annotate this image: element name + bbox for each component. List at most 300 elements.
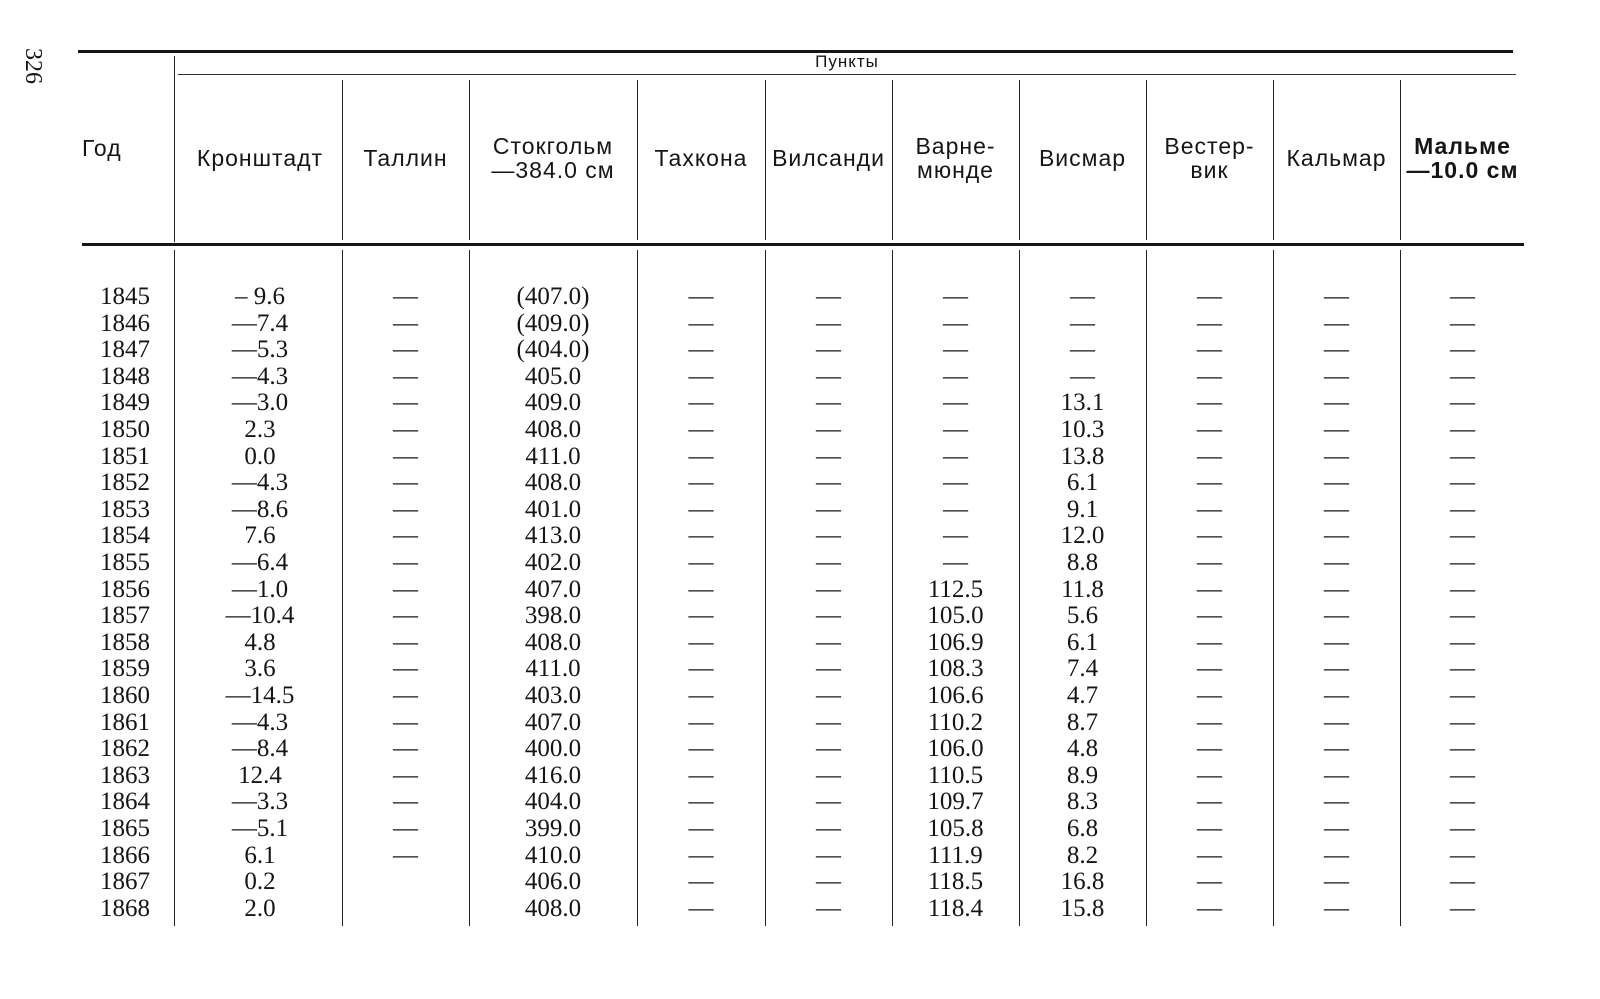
- year-cell: 1866: [100, 841, 150, 869]
- table-row: [0, 416, 1600, 443]
- malmo-cell: —: [1450, 522, 1475, 550]
- vastervik-cell: —: [1197, 309, 1222, 337]
- warnemunde-cell: —: [943, 362, 968, 390]
- tallin-cell: —: [393, 682, 418, 709]
- header-takhkona: Тахкона: [654, 145, 748, 171]
- wismar-cell: 10.3: [1060, 416, 1105, 443]
- malmo-cell: —: [1450, 841, 1475, 869]
- kronstadt-cell: —7.4: [231, 309, 289, 337]
- malmo-cell: —: [1450, 575, 1475, 603]
- malmo-cell: —: [1450, 628, 1475, 656]
- vastervik-cell: —: [1197, 735, 1222, 763]
- year-cell: 1852: [100, 469, 150, 497]
- header-stockholm: Стокгольм —384.0 см: [491, 133, 615, 183]
- stockholm-cell: 408.0: [524, 628, 582, 656]
- kalmar-cell: —: [1324, 735, 1349, 763]
- takhkona-cell: —: [688, 815, 714, 842]
- stockholm-cell: 406.0: [524, 868, 582, 896]
- kronstadt-cell: 7.6: [244, 522, 276, 550]
- table-row: [0, 283, 1600, 310]
- malmo-cell: —: [1450, 868, 1475, 896]
- warnemunde-cell: 106.0: [927, 735, 984, 763]
- takhkona-cell: —: [688, 788, 714, 816]
- stockholm-cell: 407.0: [524, 575, 582, 603]
- kalmar-cell: —: [1324, 761, 1349, 789]
- malmo-cell: —: [1450, 336, 1475, 364]
- table-row: [0, 735, 1600, 762]
- takhkona-cell: —: [688, 894, 714, 922]
- warnemunde-cell: —: [943, 309, 968, 337]
- kalmar-cell: —: [1324, 389, 1349, 417]
- group-header: Пункты: [815, 52, 879, 71]
- tallin-cell: —: [393, 442, 418, 470]
- takhkona-cell: —: [688, 362, 714, 390]
- kronstadt-cell: —3.3: [231, 788, 289, 816]
- takhkona-cell: —: [688, 416, 714, 443]
- vilsandi-cell: —: [816, 442, 841, 470]
- table-row: [0, 576, 1600, 603]
- vilsandi-cell: —: [816, 575, 841, 603]
- warnemunde-cell: —: [943, 336, 968, 364]
- header-column-divider: [1019, 80, 1020, 240]
- vastervik-cell: —: [1197, 708, 1222, 736]
- tallin-cell: —: [393, 708, 418, 736]
- year-cell: 1856: [100, 575, 150, 603]
- wismar-cell: 6.1: [1066, 628, 1099, 656]
- table-row: [0, 363, 1600, 390]
- malmo-cell: —: [1450, 708, 1475, 736]
- warnemunde-cell: —: [943, 442, 968, 470]
- table-row: [0, 655, 1600, 682]
- year-cell: 1851: [100, 442, 150, 470]
- malmo-cell: —: [1450, 735, 1475, 763]
- kronstadt-cell: —14.5: [225, 682, 295, 709]
- year-cell: 1857: [100, 602, 150, 630]
- year-cell: 1849: [100, 389, 150, 417]
- tallin-cell: —: [393, 416, 418, 443]
- stockholm-cell: 416.0: [524, 761, 582, 789]
- kalmar-cell: —: [1324, 495, 1349, 523]
- malmo-cell: —: [1450, 655, 1475, 683]
- vilsandi-cell: —: [816, 336, 841, 364]
- vilsandi-cell: —: [816, 761, 841, 789]
- kalmar-cell: —: [1324, 655, 1349, 683]
- tallin-cell: —: [393, 469, 418, 497]
- vilsandi-cell: —: [816, 283, 841, 310]
- wismar-cell: 15.8: [1060, 894, 1105, 922]
- warnemunde-cell: —: [943, 469, 968, 497]
- year-cell: 1867: [100, 868, 150, 896]
- kalmar-cell: —: [1324, 894, 1349, 922]
- kalmar-cell: —: [1324, 416, 1349, 443]
- vilsandi-cell: —: [816, 309, 841, 337]
- header-rule: [82, 243, 1524, 246]
- year-cell: 1868: [100, 894, 150, 922]
- stockholm-cell: (409.0): [516, 309, 590, 337]
- takhkona-cell: —: [688, 495, 714, 523]
- kalmar-cell: —: [1324, 283, 1349, 310]
- group-rule: [178, 74, 1516, 75]
- stockholm-cell: 410.0: [524, 841, 582, 869]
- tallin-cell: —: [393, 362, 418, 390]
- kronstadt-cell: —5.1: [231, 815, 289, 842]
- kalmar-cell: —: [1324, 336, 1349, 364]
- vilsandi-cell: —: [816, 469, 841, 497]
- wismar-cell: 6.1: [1066, 469, 1099, 497]
- header-column-divider: [1146, 80, 1147, 240]
- kronstadt-cell: —8.4: [231, 735, 289, 763]
- kronstadt-cell: —6.4: [231, 549, 289, 576]
- wismar-cell: 8.9: [1066, 761, 1099, 789]
- header-vastervik: Вестер- вик: [1164, 133, 1255, 183]
- vastervik-cell: —: [1197, 815, 1222, 842]
- stockholm-cell: (407.0): [516, 283, 590, 310]
- wismar-cell: 8.3: [1066, 788, 1099, 816]
- kronstadt-cell: —10.4: [225, 602, 295, 630]
- year-cell: 1845: [100, 283, 150, 310]
- header-column-divider: [174, 56, 175, 242]
- kronstadt-cell: 0.2: [244, 868, 276, 896]
- kalmar-cell: —: [1324, 708, 1349, 736]
- year-cell: 1855: [100, 549, 150, 576]
- vastervik-cell: —: [1197, 549, 1222, 576]
- takhkona-cell: —: [688, 283, 714, 310]
- header-column-divider: [765, 80, 766, 240]
- takhkona-cell: —: [688, 708, 714, 736]
- kronstadt-cell: 6.1: [244, 841, 276, 869]
- kronstadt-cell: 4.8: [244, 628, 276, 656]
- takhkona-cell: —: [688, 336, 714, 364]
- vastervik-cell: —: [1197, 575, 1222, 603]
- year-cell: 1853: [100, 495, 150, 523]
- takhkona-cell: —: [688, 841, 714, 869]
- vastervik-cell: —: [1197, 336, 1222, 364]
- tallin-cell: —: [393, 549, 418, 576]
- vilsandi-cell: —: [816, 549, 841, 576]
- kronstadt-cell: 2.3: [244, 416, 276, 443]
- tallin-cell: —: [393, 735, 418, 763]
- vilsandi-cell: —: [816, 389, 841, 417]
- wismar-cell: 6.8: [1066, 815, 1099, 842]
- tallin-cell: —: [393, 655, 418, 683]
- warnemunde-cell: —: [943, 522, 968, 550]
- wismar-cell: 8.8: [1066, 549, 1099, 576]
- vastervik-cell: —: [1197, 389, 1222, 417]
- kronstadt-cell: – 9.6: [235, 283, 285, 310]
- kalmar-cell: —: [1324, 602, 1349, 630]
- header-column-divider: [892, 80, 893, 240]
- malmo-cell: —: [1450, 815, 1475, 842]
- malmo-cell: —: [1450, 389, 1475, 417]
- takhkona-cell: —: [688, 549, 714, 576]
- stockholm-cell: 407.0: [524, 708, 582, 736]
- wismar-cell: 5.6: [1066, 602, 1099, 630]
- table-row: [0, 336, 1600, 363]
- vilsandi-cell: —: [816, 841, 841, 869]
- table-row: [0, 842, 1600, 869]
- vilsandi-cell: —: [816, 708, 841, 736]
- table-row: [0, 682, 1600, 709]
- table-row: [0, 895, 1600, 922]
- kronstadt-cell: 3.6: [244, 655, 276, 683]
- vilsandi-cell: —: [816, 495, 841, 523]
- kalmar-cell: —: [1324, 682, 1349, 709]
- kalmar-cell: —: [1324, 309, 1349, 337]
- vilsandi-cell: —: [816, 735, 841, 763]
- stockholm-cell: 409.0: [524, 389, 582, 417]
- takhkona-cell: —: [688, 522, 714, 550]
- header-tallin: Таллин: [363, 145, 448, 171]
- vilsandi-cell: —: [816, 682, 841, 709]
- kronstadt-cell: —3.0: [231, 389, 289, 417]
- header-vilsandi: Вилсанди: [772, 145, 885, 171]
- malmo-cell: —: [1450, 495, 1475, 523]
- year-cell: 1850: [100, 416, 150, 443]
- stockholm-cell: 399.0: [524, 815, 582, 842]
- vastervik-cell: —: [1197, 602, 1222, 630]
- stockholm-cell: 408.0: [524, 416, 582, 443]
- year-cell: 1865: [100, 815, 150, 842]
- header-warnemunde: Варне- мюнде: [915, 133, 996, 183]
- tallin-cell: —: [393, 788, 418, 816]
- vastervik-cell: —: [1197, 788, 1222, 816]
- takhkona-cell: —: [688, 655, 714, 683]
- takhkona-cell: —: [688, 868, 714, 896]
- vastervik-cell: —: [1197, 362, 1222, 390]
- kalmar-cell: —: [1324, 469, 1349, 497]
- warnemunde-cell: 111.9: [928, 841, 983, 869]
- takhkona-cell: —: [688, 602, 714, 630]
- tallin-cell: —: [393, 389, 418, 417]
- warnemunde-cell: —: [943, 283, 968, 310]
- takhkona-cell: —: [688, 575, 714, 603]
- vilsandi-cell: —: [816, 815, 841, 842]
- wismar-cell: 11.8: [1061, 575, 1104, 603]
- tallin-cell: —: [393, 336, 418, 364]
- table-row: [0, 496, 1600, 523]
- table-row: [0, 629, 1600, 656]
- kalmar-cell: —: [1324, 841, 1349, 869]
- vastervik-cell: —: [1197, 522, 1222, 550]
- kalmar-cell: —: [1324, 628, 1349, 656]
- takhkona-cell: —: [688, 442, 714, 470]
- year-cell: 1847: [100, 336, 150, 364]
- vilsandi-cell: —: [816, 788, 841, 816]
- kalmar-cell: —: [1324, 815, 1349, 842]
- header-kalmar: Кальмар: [1286, 145, 1387, 171]
- stockholm-cell: 408.0: [524, 469, 582, 497]
- vilsandi-cell: —: [816, 628, 841, 656]
- vastervik-cell: —: [1197, 283, 1222, 310]
- tallin-cell: —: [393, 628, 418, 656]
- warnemunde-cell: —: [943, 549, 968, 576]
- header-wismar: Висмар: [1038, 145, 1127, 171]
- vastervik-cell: —: [1197, 655, 1222, 683]
- takhkona-cell: —: [688, 309, 714, 337]
- header-column-divider: [1400, 80, 1401, 240]
- vilsandi-cell: —: [816, 362, 841, 390]
- wismar-cell: —: [1070, 362, 1095, 390]
- stockholm-cell: 413.0: [524, 522, 582, 550]
- kalmar-cell: —: [1324, 788, 1349, 816]
- malmo-cell: —: [1450, 894, 1475, 922]
- malmo-cell: —: [1450, 416, 1475, 443]
- stockholm-cell: 408.0: [524, 894, 582, 922]
- year-cell: 1854: [100, 522, 150, 550]
- warnemunde-cell: 112.5: [927, 575, 984, 603]
- vastervik-cell: —: [1197, 495, 1222, 523]
- malmo-cell: —: [1450, 283, 1475, 310]
- wismar-cell: —: [1070, 283, 1095, 310]
- vastervik-cell: —: [1197, 682, 1222, 709]
- vilsandi-cell: —: [816, 655, 841, 683]
- table-row: [0, 549, 1600, 576]
- stockholm-cell: 400.0: [524, 735, 582, 763]
- warnemunde-cell: —: [943, 495, 968, 523]
- kalmar-cell: —: [1324, 362, 1349, 390]
- vilsandi-cell: —: [816, 602, 841, 630]
- stockholm-cell: 398.0: [524, 602, 582, 630]
- stockholm-cell: 403.0: [524, 682, 582, 709]
- vilsandi-cell: —: [816, 416, 841, 443]
- table-row: [0, 868, 1600, 895]
- header-column-divider: [469, 80, 470, 240]
- stockholm-cell: 402.0: [524, 549, 582, 576]
- tallin-cell: —: [393, 602, 418, 630]
- malmo-cell: —: [1450, 788, 1475, 816]
- vastervik-cell: —: [1197, 628, 1222, 656]
- year-cell: 1864: [100, 788, 150, 816]
- kalmar-cell: —: [1324, 522, 1349, 550]
- stockholm-cell: 404.0: [524, 788, 582, 816]
- warnemunde-cell: 106.6: [927, 682, 984, 709]
- vilsandi-cell: —: [816, 894, 841, 922]
- stockholm-cell: 405.0: [524, 362, 582, 390]
- malmo-cell: —: [1450, 309, 1475, 337]
- kronstadt-cell: —8.6: [231, 495, 289, 523]
- malmo-cell: —: [1450, 362, 1475, 390]
- table-row: [0, 522, 1600, 549]
- takhkona-cell: —: [688, 682, 714, 709]
- vilsandi-cell: —: [816, 522, 841, 550]
- header-kronstadt: Кронштадт: [196, 145, 324, 171]
- vilsandi-cell: —: [816, 868, 841, 896]
- wismar-cell: —: [1070, 309, 1095, 337]
- wismar-cell: 7.4: [1066, 655, 1099, 683]
- vastervik-cell: —: [1197, 416, 1222, 443]
- wismar-cell: 12.0: [1060, 522, 1105, 550]
- kalmar-cell: —: [1324, 868, 1349, 896]
- year-cell: 1863: [100, 761, 150, 789]
- takhkona-cell: —: [688, 761, 714, 789]
- table-row: [0, 709, 1600, 736]
- table-row: [0, 788, 1600, 815]
- warnemunde-cell: 118.4: [927, 894, 984, 922]
- wismar-cell: —: [1070, 336, 1095, 364]
- tallin-cell: —: [393, 309, 418, 337]
- header-column-divider: [342, 80, 343, 240]
- header-column-divider: [1273, 80, 1274, 240]
- stockholm-cell: (404.0): [516, 336, 590, 364]
- kronstadt-cell: —4.3: [231, 708, 289, 736]
- warnemunde-cell: —: [943, 389, 968, 417]
- vastervik-cell: —: [1197, 841, 1222, 869]
- vastervik-cell: —: [1197, 469, 1222, 497]
- table-row: [0, 310, 1600, 337]
- wismar-cell: 13.1: [1060, 389, 1105, 417]
- year-cell: 1848: [100, 362, 150, 390]
- tallin-cell: —: [393, 761, 418, 789]
- kalmar-cell: —: [1324, 549, 1349, 576]
- takhkona-cell: —: [688, 389, 714, 417]
- warnemunde-cell: 105.0: [927, 602, 984, 630]
- warnemunde-cell: —: [943, 416, 968, 443]
- vastervik-cell: —: [1197, 894, 1222, 922]
- warnemunde-cell: 118.5: [927, 868, 984, 896]
- stockholm-cell: 401.0: [524, 495, 582, 523]
- kronstadt-cell: 0.0: [244, 442, 276, 470]
- table-row: [0, 389, 1600, 416]
- kronstadt-cell: 2.0: [244, 894, 276, 922]
- table-row: [0, 815, 1600, 842]
- tallin-cell: —: [393, 495, 418, 523]
- wismar-cell: 13.8: [1060, 442, 1105, 470]
- table-row: [0, 762, 1600, 789]
- kalmar-cell: —: [1324, 575, 1349, 603]
- malmo-cell: —: [1450, 761, 1475, 789]
- kronstadt-cell: —4.3: [231, 469, 289, 497]
- kronstadt-cell: —1.0: [231, 575, 289, 603]
- warnemunde-cell: 108.3: [927, 655, 984, 683]
- page-number: 326: [20, 48, 46, 84]
- wismar-cell: 4.8: [1066, 735, 1099, 763]
- warnemunde-cell: 110.2: [927, 708, 984, 736]
- year-cell: 1860: [100, 682, 150, 709]
- warnemunde-cell: 105.8: [927, 815, 984, 842]
- kronstadt-cell: —4.3: [231, 362, 289, 390]
- header-malmo: Мальме —10.0 см: [1406, 133, 1519, 183]
- tallin-cell: —: [393, 841, 418, 869]
- wismar-cell: 8.2: [1066, 841, 1099, 869]
- tallin-cell: —: [393, 575, 418, 603]
- warnemunde-cell: 106.9: [927, 628, 984, 656]
- takhkona-cell: —: [688, 628, 714, 656]
- year-cell: 1862: [100, 735, 150, 763]
- year-cell: 1861: [100, 708, 150, 736]
- tallin-cell: —: [393, 815, 418, 842]
- stockholm-cell: 411.0: [525, 442, 581, 470]
- stockholm-cell: 411.0: [525, 655, 581, 683]
- kalmar-cell: —: [1324, 442, 1349, 470]
- malmo-cell: —: [1450, 442, 1475, 470]
- vastervik-cell: —: [1197, 761, 1222, 789]
- wismar-cell: 4.7: [1066, 682, 1099, 709]
- table-row: [0, 443, 1600, 470]
- warnemunde-cell: 109.7: [927, 788, 984, 816]
- malmo-cell: —: [1450, 602, 1475, 630]
- vastervik-cell: —: [1197, 442, 1222, 470]
- year-cell: 1846: [100, 309, 150, 337]
- tallin-cell: —: [393, 522, 418, 550]
- wismar-cell: 16.8: [1060, 868, 1105, 896]
- header-column-divider: [637, 80, 638, 240]
- takhkona-cell: —: [688, 735, 714, 763]
- year-cell: 1859: [100, 655, 150, 683]
- header-year: Год: [82, 135, 122, 161]
- tallin-cell: —: [393, 283, 418, 310]
- table-row: [0, 469, 1600, 496]
- wismar-cell: 9.1: [1066, 495, 1099, 523]
